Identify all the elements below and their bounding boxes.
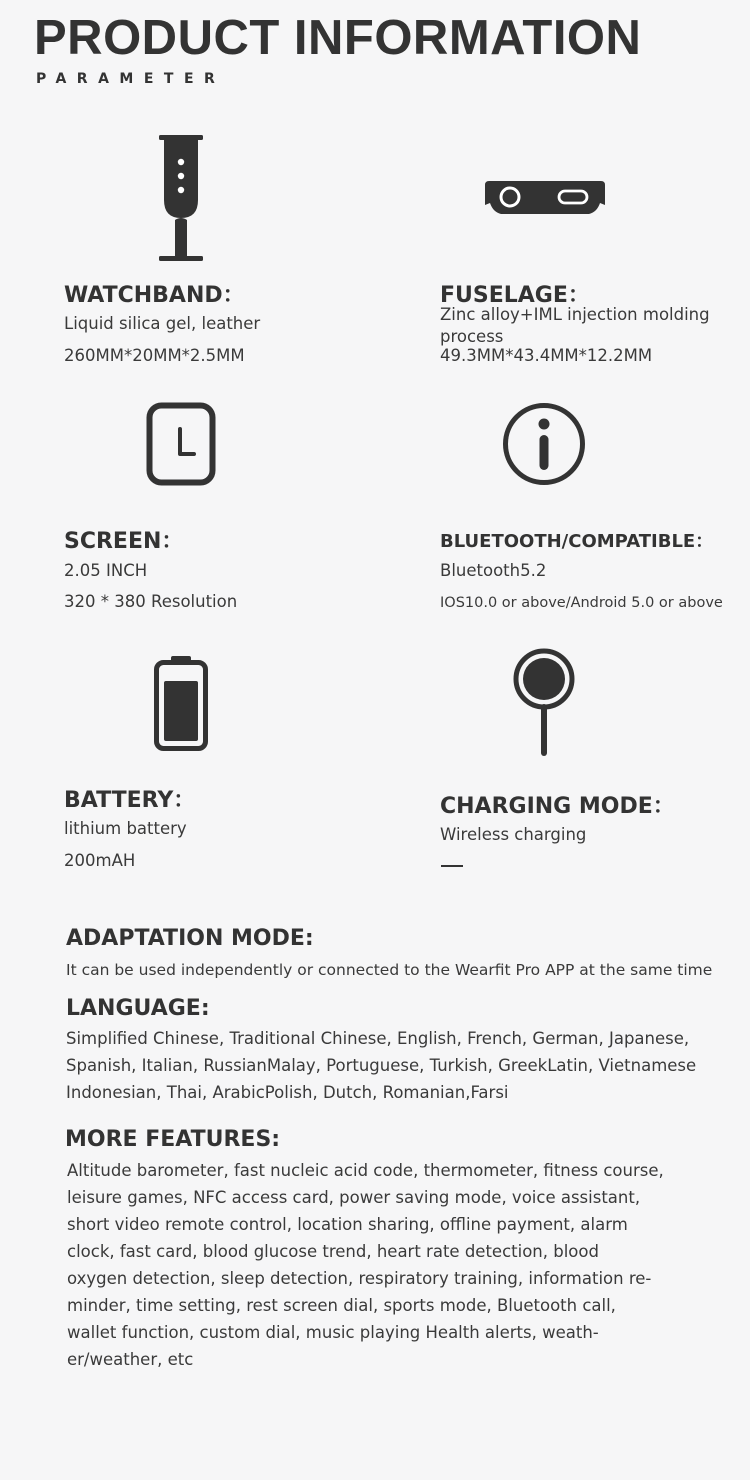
fuselage-material: Zinc alloy+IML injection molding [440,305,710,324]
language-line: Indonesian, Thai, ArabicPolish, Dutch, Romanian,Farsi [66,1083,509,1102]
language-line: Spanish, Italian, RussianMalay, Portuguese, Turkish, GreekLatin, Vietnamese [66,1056,697,1075]
watchband-size: 260MM*20MM*2.5MM [64,346,245,365]
language-list [66,1025,696,1106]
features-line: er/weather, etc [67,1350,194,1369]
battery-capacity: 200mAH [64,851,136,870]
watchband-title: WATCHBAND： [64,283,245,308]
charging-type: Wireless charging [440,825,587,844]
dash-divider [441,865,463,867]
features-list [67,1157,664,1373]
features-line: leisure games, NFC access card, power saving mode, voice assistant, [67,1188,641,1207]
adaptation-text: It can be used independently or connected to the Wearfit Pro APP at the same time [66,961,713,979]
page-title: PRODUCT INFORMATION [34,11,642,65]
adaptation-title: ADAPTATION MODE: [66,926,314,951]
language-title: LANGUAGE: [66,996,210,1021]
screen-title: SCREEN： [64,529,184,554]
battery-title: BATTERY： [64,788,196,813]
bluetooth-version: Bluetooth5.2 [440,561,547,580]
fuselage-material-cont: process [440,327,504,346]
fuselage-size: 49.3MM*43.4MM*12.2MM [440,346,653,365]
info-icon [502,402,586,486]
watchband-material: Liquid silica gel, leather [64,314,261,333]
features-line: minder, time setting, rest screen dial, sports mode, Bluetooth call, [67,1296,616,1315]
battery-icon [153,656,209,752]
features-title: MORE FEATURES: [65,1127,281,1152]
charging-title: CHARGING MODE： [440,794,675,819]
features-line: wallet function, custom dial, music playing Health alerts, weath- [67,1323,599,1342]
features-line: Altitude barometer, fast nucleic acid code, thermometer, fitness course, [67,1161,664,1180]
bluetooth-title: BLUETOOTH/COMPATIBLE： [440,531,714,552]
features-line: oxygen detection, sleep detection, respiratory training, information re- [67,1269,652,1288]
wireless-charger-icon [513,648,575,758]
fuselage-title: FUSELAGE： [440,283,590,308]
screen-size: 2.05 INCH [64,561,148,580]
features-line: short video remote control, location sharing, offline payment, alarm [67,1215,628,1234]
clock-icon [146,402,216,486]
battery-type: lithium battery [64,819,187,838]
compatibility: IOS10.0 or above/Android 5.0 or above [440,595,723,611]
page-subtitle: PARAMETER [36,71,226,87]
watch-case-icon [483,180,607,216]
features-line: clock, fast card, blood glucose trend, heart rate detection, blood [67,1242,599,1261]
screen-resolution: 320 * 380 Resolution [64,592,238,611]
language-line: Simplified Chinese, Traditional Chinese, English, French, German, Japanese, [66,1029,690,1048]
watchband-icon [158,134,204,262]
